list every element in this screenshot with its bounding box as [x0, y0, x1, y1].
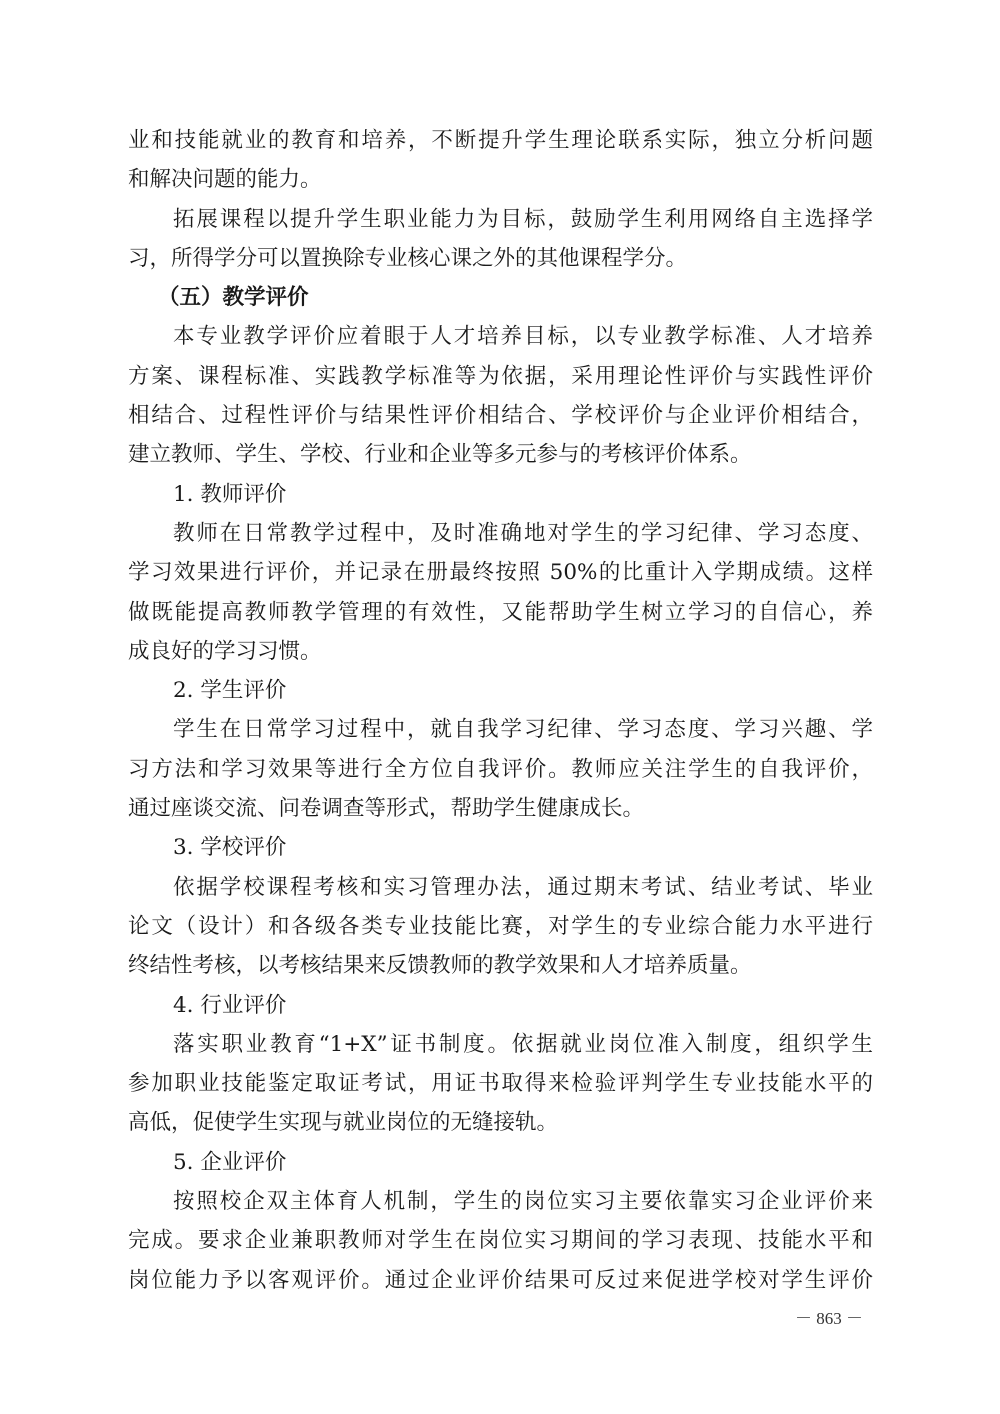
subsection-heading: 1. 教师评价 — [173, 481, 287, 507]
subsection-heading: 5. 企业评价 — [173, 1149, 287, 1175]
section-heading: （五）教学评价 — [158, 285, 309, 311]
text-line: 业和技能就业的教育和培养，不断提升学生理论联系实际，独立分析问题 — [128, 128, 873, 153]
text-line: 高低，促使学生实现与就业岗位的无缝接轨。 — [128, 1110, 559, 1136]
text-line: 习方法和学习效果等进行全方位自我评价。教师应关注学生的自我评价， — [128, 756, 873, 782]
text-line: 论文（设计）和各级各类专业技能比赛，对学生的专业综合能力水平进行 — [128, 913, 873, 939]
paragraph-start-line: 本专业教学评价应着眼于人才培养目标，以专业教学标准、人才培养 — [173, 324, 873, 350]
text-line: 成良好的学习习惯。 — [128, 638, 322, 664]
text-line: 习，所得学分可以置换除专业核心课之外的其他课程学分。 — [128, 245, 688, 271]
document-body — [128, 121, 873, 1300]
paragraph-start-line: 落实职业教育“1+X”证书制度。依据就业岗位准入制度，组织学生 — [173, 1031, 873, 1057]
text-line: 通过座谈交流、问卷调查等形式，帮助学生健康成长。 — [128, 796, 645, 822]
paragraph-start-line: 依据学校课程考核和实习管理办法，通过期末考试、结业考试、毕业 — [173, 874, 873, 900]
paragraph-start-line: 教师在日常教学过程中，及时准确地对学生的学习纪律、学习态度、 — [173, 520, 873, 546]
text-line: 和解决问题的能力。 — [128, 167, 322, 193]
paragraph-start-line: 拓展课程以提升学生职业能力为目标，鼓励学生利用网络自主选择学 — [173, 206, 873, 232]
text-line: 岗位能力予以客观评价。通过企业评价结果可反过来促进学校对学生评价 — [128, 1267, 873, 1293]
text-line: 完成。要求企业兼职教师对学生在岗位实习期间的学习表现、技能水平和 — [128, 1228, 873, 1254]
text-line: 建立教师、学生、学校、行业和企业等多元参与的考核评价体系。 — [128, 442, 752, 468]
subsection-heading: 2. 学生评价 — [173, 678, 287, 704]
subsection-heading: 3. 学校评价 — [173, 835, 287, 861]
page-number: － 863 － — [795, 1309, 863, 1328]
text-line: 参加职业技能鉴定取证考试，用证书取得来检验评判学生专业技能水平的 — [128, 1071, 873, 1097]
paragraph-start-line: 按照校企双主体育人机制，学生的岗位实习主要依靠实习企业评价来 — [173, 1189, 873, 1215]
subsection-heading: 4. 行业评价 — [173, 992, 287, 1018]
text-line: 做既能提高教师教学管理的有效性，又能帮助学生树立学习的自信心，养 — [128, 599, 873, 625]
text-line: 终结性考核，以考核结果来反馈教师的教学效果和人才培养质量。 — [128, 953, 752, 979]
text-line: 相结合、过程性评价与结果性评价相结合、学校评价与企业评价相结合， — [128, 403, 873, 429]
text-line: 学习效果进行评价，并记录在册最终按照 50%的比重计入学期成绩。这样 — [128, 560, 873, 586]
text-line: 方案、课程标准、实践教学标准等为依据，采用理论性评价与实践性评价 — [128, 363, 873, 389]
paragraph-start-line: 学生在日常学习过程中，就自我学习纪律、学习态度、学习兴趣、学 — [173, 717, 873, 743]
